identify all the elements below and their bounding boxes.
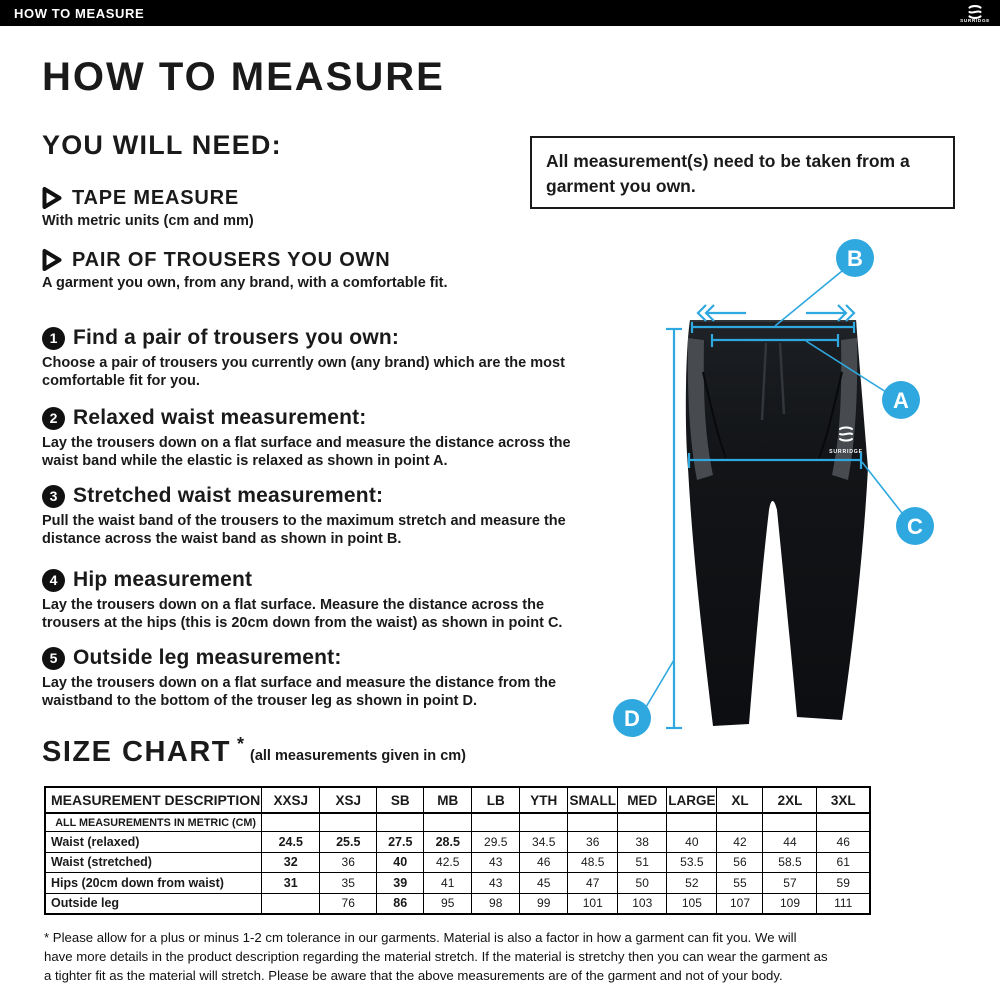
- play-triangle-icon: [42, 248, 62, 272]
- column-header: 2XL: [763, 787, 817, 813]
- cell: [320, 813, 377, 832]
- row-label: Waist (relaxed): [45, 832, 262, 853]
- column-header: MB: [424, 787, 472, 813]
- trousers-measurement-diagram: [600, 235, 960, 765]
- step-number-badge: 2: [42, 407, 65, 430]
- step-title: Hip measurement: [73, 568, 253, 591]
- cell: [262, 813, 320, 832]
- metric-row-label: ALL MEASUREMENTS IN METRIC (CM): [45, 813, 262, 832]
- cell: 28.5: [424, 832, 472, 853]
- you-will-need-heading: YOU WILL NEED:: [42, 130, 282, 160]
- step-title: Stretched waist measurement:: [73, 484, 384, 507]
- cell: 105: [667, 893, 717, 914]
- step-body: Lay the trousers down on a flat surface and measure the distance from the waistband to the bottom of the trouser leg as shown in point D.: [42, 675, 557, 709]
- cell: 35: [320, 873, 377, 894]
- cell: 101: [568, 893, 618, 914]
- cell: [472, 813, 520, 832]
- cell: 76: [320, 893, 377, 914]
- cell: 43: [472, 873, 520, 894]
- svg-text:C: C: [907, 514, 923, 539]
- column-header: MEASUREMENT DESCRIPTION: [45, 787, 262, 813]
- cell: [763, 813, 817, 832]
- cell: [424, 813, 472, 832]
- step-number-badge: 1: [42, 327, 65, 350]
- cell: 38: [618, 832, 667, 853]
- column-header: XL: [717, 787, 763, 813]
- svg-text:SURRIDGE: SURRIDGE: [829, 449, 863, 455]
- cell: 27.5: [377, 832, 424, 853]
- column-header: XXSJ: [262, 787, 320, 813]
- cell: 40: [377, 852, 424, 873]
- cell: 98: [472, 893, 520, 914]
- column-header: YTH: [520, 787, 568, 813]
- size-chart-heading: [42, 736, 466, 769]
- cell: 34.5: [520, 832, 568, 853]
- cell: 29.5: [472, 832, 520, 853]
- callout-d: [613, 699, 651, 737]
- table-row: [45, 832, 870, 853]
- cell: [262, 893, 320, 914]
- size-chart-asterisk: *: [237, 734, 245, 754]
- callout-b: [836, 239, 874, 277]
- cell: 51: [618, 852, 667, 873]
- cell: [377, 813, 424, 832]
- svg-text:B: B: [847, 246, 863, 271]
- cell: 107: [717, 893, 763, 914]
- cell: 25.5: [320, 832, 377, 853]
- row-label: Waist (stretched): [45, 852, 262, 873]
- cell: 48.5: [568, 852, 618, 873]
- top-bar: [0, 0, 1000, 26]
- svg-text:A: A: [893, 388, 909, 413]
- cell: 42.5: [424, 852, 472, 873]
- cell: 46: [817, 832, 870, 853]
- step-number-badge: 3: [42, 485, 65, 508]
- table-row: [45, 893, 870, 914]
- step-item-3: [42, 484, 594, 568]
- cell: 56: [717, 852, 763, 873]
- note-box: All measurement(s) need to be taken from a garment you own.: [530, 136, 955, 209]
- step-item-2: [42, 406, 594, 484]
- need-item-trousers: [42, 248, 582, 291]
- surridge-logo-text: SURRIDGE: [960, 17, 990, 23]
- cell: 59: [817, 873, 870, 894]
- cell: 55: [717, 873, 763, 894]
- column-header: MED: [618, 787, 667, 813]
- cell: 40: [667, 832, 717, 853]
- need-item-title: PAIR OF TROUSERS YOU OWN: [72, 248, 391, 271]
- size-chart-subtitle: (all measurements given in cm): [250, 748, 466, 764]
- step-item-5: [42, 646, 594, 726]
- surridge-s-icon: [965, 5, 985, 19]
- cell: 61: [817, 852, 870, 873]
- cell: 47: [568, 873, 618, 894]
- play-triangle-icon: [42, 186, 62, 210]
- column-header: SB: [377, 787, 424, 813]
- cell: [568, 813, 618, 832]
- need-item-subtitle: A garment you own, from any brand, with a comfortable fit.: [42, 275, 448, 291]
- cell: [817, 813, 870, 832]
- cell: 43: [472, 852, 520, 873]
- cell: [618, 813, 667, 832]
- cell: 58.5: [763, 852, 817, 873]
- cell: 39: [377, 873, 424, 894]
- step-item-1: [42, 326, 594, 406]
- column-header: LARGE: [667, 787, 717, 813]
- table-row: [45, 873, 870, 894]
- cell: [520, 813, 568, 832]
- cell: [667, 813, 717, 832]
- row-label: Outside leg: [45, 893, 262, 914]
- column-header: 3XL: [817, 787, 870, 813]
- step-number-badge: 5: [42, 647, 65, 670]
- callout-a: [882, 381, 920, 419]
- svg-text:D: D: [624, 706, 640, 731]
- page-title: HOW TO MEASURE: [42, 55, 445, 99]
- need-item-title: TAPE MEASURE: [72, 186, 240, 209]
- cell: [717, 813, 763, 832]
- trousers-image: [686, 320, 868, 726]
- need-item-subtitle: With metric units (cm and mm): [42, 213, 254, 229]
- step-body: Lay the trousers down on a flat surface and measure the distance across the waist band while the elastic is relaxed as shown in point A.: [42, 435, 571, 469]
- step-body: Pull the waist band of the trousers to the maximum stretch and measure the distance across the waist band as shown in point B.: [42, 513, 566, 547]
- cell: 52: [667, 873, 717, 894]
- cell: 24.5: [262, 832, 320, 853]
- size-chart-title: SIZE CHART: [42, 736, 231, 768]
- cell: 36: [320, 852, 377, 873]
- step-body: Choose a pair of trousers you currently own (any brand) which are the most comfortable fit for you.: [42, 355, 565, 389]
- cell: 86: [377, 893, 424, 914]
- cell: 46: [520, 852, 568, 873]
- step-number-badge: 4: [42, 569, 65, 592]
- steps-list: [42, 326, 594, 726]
- step-title: Outside leg measurement:: [73, 646, 342, 669]
- cell: 57: [763, 873, 817, 894]
- cell: 99: [520, 893, 568, 914]
- cell: 109: [763, 893, 817, 914]
- step-title: Find a pair of trousers you own:: [73, 326, 400, 349]
- cell: 50: [618, 873, 667, 894]
- cell: 95: [424, 893, 472, 914]
- column-header: LB: [472, 787, 520, 813]
- topbar-title: HOW TO MEASURE: [14, 5, 145, 21]
- row-label: Hips (20cm down from waist): [45, 873, 262, 894]
- cell: 36: [568, 832, 618, 853]
- column-header: XSJ: [320, 787, 377, 813]
- cell: 42: [717, 832, 763, 853]
- cell: 32: [262, 852, 320, 873]
- need-item-tape-measure: [42, 186, 582, 229]
- cell: 45: [520, 873, 568, 894]
- footnote: * Please allow for a plus or minus 1-2 cm tolerance in our garments. Material is also a factor in how a garment can fit you. We will have more details in the product description regarding the material stretch. If the material is stretchy then you can wear the garment as a tighter fit as the material will stretch. Please be aware that the above measurements are of the garment and not of your body.: [44, 930, 828, 983]
- cell: 111: [817, 893, 870, 914]
- callout-c: [896, 507, 934, 545]
- cell: 103: [618, 893, 667, 914]
- step-body: Lay the trousers down on a flat surface. Measure the distance across the trousers at the hips (this is 20cm down from the waist) as shown in point C.: [42, 597, 563, 631]
- cell: 31: [262, 873, 320, 894]
- step-title: Relaxed waist measurement:: [73, 406, 367, 429]
- cell: 41: [424, 873, 472, 894]
- surridge-logo: [960, 5, 990, 23]
- cell: 44: [763, 832, 817, 853]
- size-chart-table: [44, 786, 871, 915]
- table-row: [45, 852, 870, 873]
- column-header: SMALL: [568, 787, 618, 813]
- cell: 53.5: [667, 852, 717, 873]
- step-item-4: [42, 568, 594, 646]
